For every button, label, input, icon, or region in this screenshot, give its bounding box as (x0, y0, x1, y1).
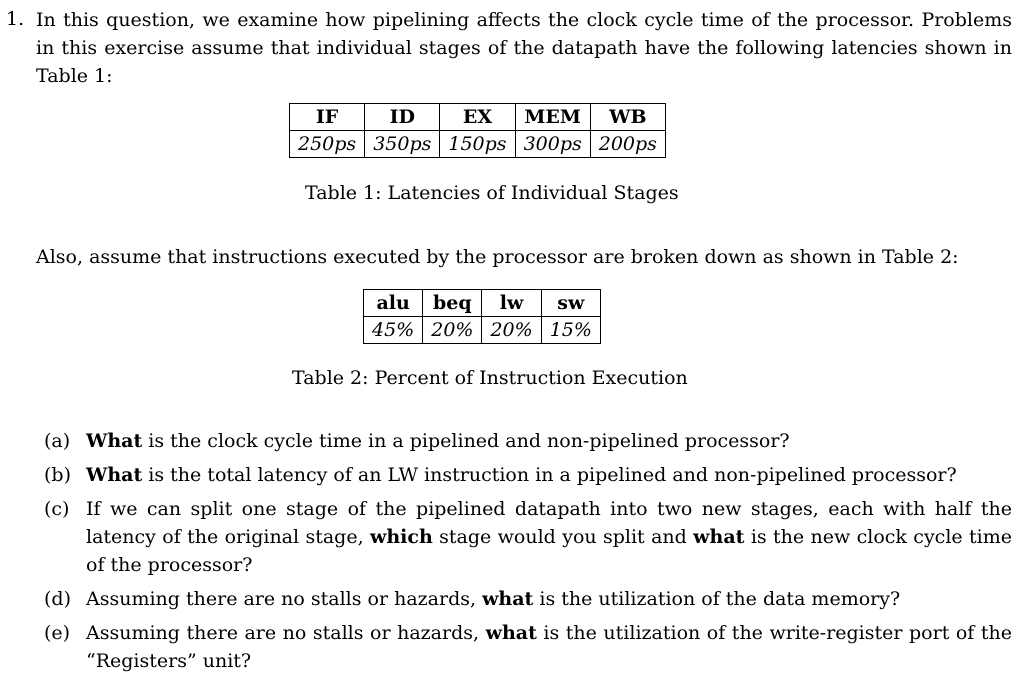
part-label: (a) (44, 430, 71, 452)
table-header-cell: beq (423, 290, 482, 317)
table-cell: 20% (423, 317, 482, 344)
stage-latency-table (289, 103, 666, 158)
keyword: what (485, 622, 537, 644)
part-text: Assuming there are no stalls or hazards, (86, 588, 483, 610)
table-cell: 45% (364, 317, 423, 344)
table-header-row (290, 104, 666, 131)
keyword: what (482, 588, 534, 610)
part-text: is the utilization of the data memory? (533, 588, 901, 610)
keyword: What (86, 430, 143, 452)
list-item (44, 427, 1012, 455)
table-row (290, 131, 666, 158)
table-cell: 20% (482, 317, 541, 344)
instruction-mix-intro: Also, assume that instructions executed by the processor are broken down as shown in Table 2: (36, 246, 959, 268)
table-cell: 350ps (365, 131, 440, 158)
table-header-cell: MEM (515, 104, 590, 131)
table-cell: 150ps (440, 131, 515, 158)
part-label: (e) (44, 622, 71, 644)
keyword: what (693, 526, 745, 548)
part-text: Assuming there are no stalls or hazards, (86, 622, 486, 644)
part-label: (c) (44, 498, 70, 520)
keyword: which (370, 526, 433, 548)
table-row (364, 317, 601, 344)
question-intro: In this question, we examine how pipelining affects the clock cycle time of the processor. Problems in this exercise assume that individual stages of the datapath have the following latencies shown in Table 1: (36, 9, 1012, 87)
part-label: (d) (44, 588, 71, 610)
part-text: is the utilization of the write-register port of the “Registers” unit? (86, 622, 1012, 672)
table-cell: 300ps (515, 131, 590, 158)
table-header-cell: sw (541, 290, 600, 317)
table2-caption: Table 2: Percent of Instruction Execution (292, 367, 688, 389)
table-header-cell: alu (364, 290, 423, 317)
table-header-cell: lw (482, 290, 541, 317)
table-cell: 200ps (590, 131, 665, 158)
part-text: is the total latency of an LW instruction in a pipelined and non-pipelined processor? (142, 464, 957, 486)
question-number: 1. (6, 8, 25, 30)
list-item (44, 585, 1012, 613)
table1-caption: Table 1: Latencies of Individual Stages (305, 182, 679, 204)
list-item (44, 619, 1012, 675)
list-item (44, 495, 1012, 579)
table-header-cell: IF (290, 104, 365, 131)
instruction-mix-table (363, 289, 601, 344)
part-text: is the clock cycle time in a pipelined and non-pipelined processor? (142, 430, 790, 452)
table-header-cell: EX (440, 104, 515, 131)
part-text: is the new clock cycle time of the processor? (86, 526, 1012, 576)
keyword: What (86, 464, 143, 486)
table-cell: 15% (541, 317, 600, 344)
part-text: stage would you split and (432, 526, 694, 548)
list-item (44, 461, 1012, 489)
table-header-row (364, 290, 601, 317)
table-cell: 250ps (290, 131, 365, 158)
sub-questions-list (44, 427, 1012, 681)
part-label: (b) (44, 464, 71, 486)
table-header-cell: ID (365, 104, 440, 131)
part-text: If we can split one stage of the pipelined datapath into two new stages, each with half the latency of the original stage, (86, 498, 1012, 548)
table-header-cell: WB (590, 104, 665, 131)
